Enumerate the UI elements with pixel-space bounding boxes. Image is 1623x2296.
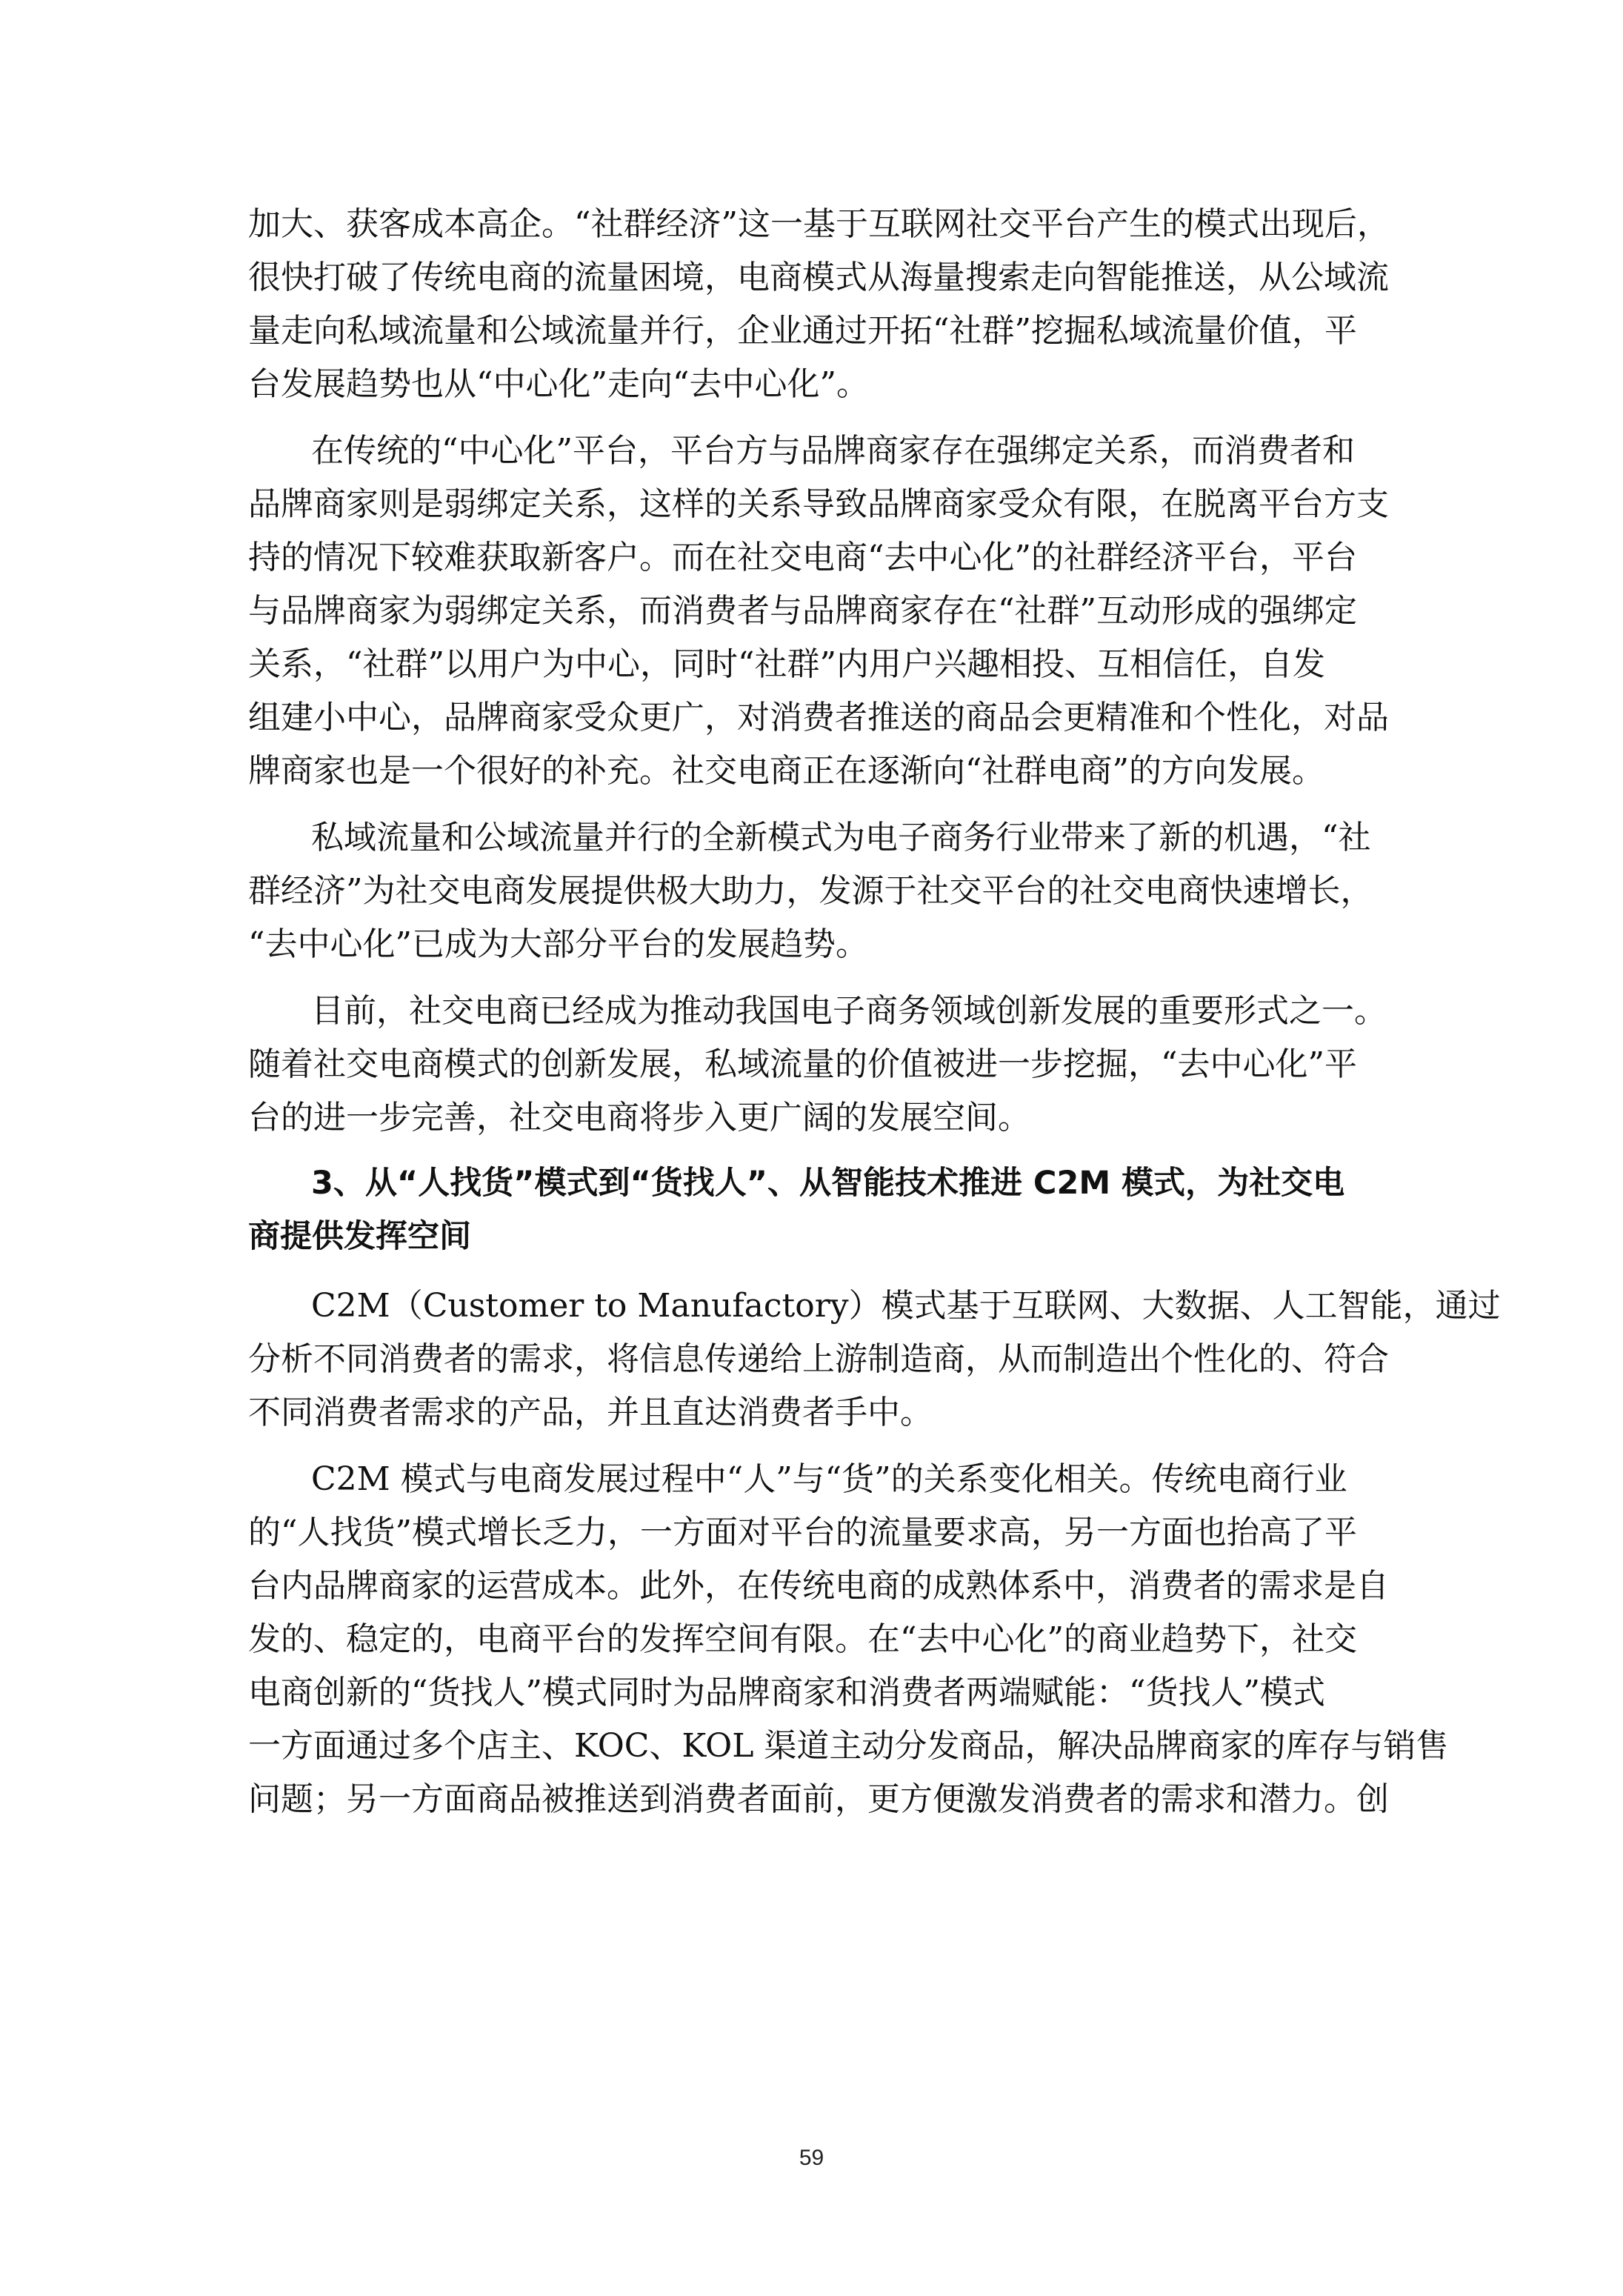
paragraph-line: 与品牌商家为弱绑定关系，而消费者与品牌商家存在“社群”互动形成的强绑定 [248, 592, 1357, 630]
paragraph-line: 私域流量和公域流量并行的全新模式为电子商务行业带来了新的机遇，“社 [311, 819, 1371, 856]
paragraph-line: 分析不同消费者的需求，将信息传递给上游制造商，从而制造出个性化的、符合 [248, 1340, 1389, 1378]
paragraph-line: 目前，社交电商已经成为推动我国电子商务领域创新发展的重要形式之一。 [311, 992, 1387, 1030]
paragraph-line: 的“人找货”模式增长乏力，一方面对平台的流量要求高，另一方面也抬高了平 [248, 1514, 1357, 1551]
paragraph-line: C2M（Customer to Manufactory）模式基于互联网、大数据、人工智能，通过 [311, 1287, 1501, 1325]
paragraph-line: C2M 模式与电商发展过程中“人”与“货”的关系变化相关。传统电商行业 [311, 1460, 1347, 1498]
paragraph-line: 很快打破了传统电商的流量困境，电商模式从海量搜索走向智能推送，从公域流 [248, 259, 1389, 296]
paragraph-line: 随着社交电商模式的创新发展，私域流量的价值被进一步挖掘，“去中心化”平 [248, 1045, 1357, 1083]
section-heading: 3、从“人找货”模式到“货找人”、从智能技术推进 C2M 模式，为社交电 [311, 1165, 1345, 1202]
paragraph-line: 品牌商家则是弱绑定关系，这样的关系导致品牌商家受众有限，在脱离平台方支 [248, 485, 1389, 523]
paragraph-line: 关系，“社群”以用户为中心，同时“社群”内用户兴趣相投、互相信任，自发 [248, 645, 1325, 683]
paragraph-line: 在传统的“中心化”平台，平台方与品牌商家存在强绑定关系，而消费者和 [311, 432, 1355, 470]
paragraph-line: 发的、稳定的，电商平台的发挥空间有限。在“去中心化”的商业趋势下，社交 [248, 1620, 1357, 1658]
paragraph-line: 不同消费者需求的产品，并且直达消费者手中。 [248, 1394, 933, 1431]
paragraph-line: 量走向私域流量和公域流量并行，企业通过开拓“社群”挖掘私域流量价值，平 [248, 312, 1357, 350]
paragraph-line: 电商创新的“货找人”模式同时为品牌商家和消费者两端赋能：“货找人”模式 [248, 1674, 1325, 1711]
paragraph-line: 台的进一步完善，社交电商将步入更广阔的发展空间。 [248, 1099, 1030, 1137]
page-number: 59 [799, 2146, 824, 2170]
paragraph-line: 台发展趋势也从“中心化”走向“去中心化”。 [248, 365, 869, 403]
paragraph-line: 牌商家也是一个很好的补充。社交电商正在逐渐向“社群电商”的方向发展。 [248, 752, 1324, 790]
paragraph-line: 一方面通过多个店主、KOC、KOL 渠道主动分发商品，解决品牌商家的库存与销售 [248, 1727, 1449, 1765]
paragraph-line: 群经济”为社交电商发展提供极大助力，发源于社交平台的社交电商快速增长， [248, 872, 1373, 910]
paragraph-line: “去中心化”已成为大部分平台的发展趋势。 [248, 925, 868, 963]
section-heading: 商提供发挥空间 [248, 1218, 471, 1255]
paragraph-line: 组建小中心，品牌商家受众更广，对消费者推送的商品会更精准和个性化，对品 [248, 699, 1389, 736]
paragraph-line: 问题；另一方面商品被推送到消费者面前，更方便激发消费者的需求和潜力。创 [248, 1780, 1389, 1818]
paragraph-line: 台内品牌商家的运营成本。此外，在传统电商的成熟体系中，消费者的需求是自 [248, 1567, 1389, 1605]
paragraph-line: 持的情况下较难获取新客户。而在社交电商“去中心化”的社群经济平台，平台 [248, 539, 1357, 576]
paragraph-line: 加大、获客成本高企。“社群经济”这一基于互联网社交平台产生的模式出现后， [248, 205, 1390, 243]
